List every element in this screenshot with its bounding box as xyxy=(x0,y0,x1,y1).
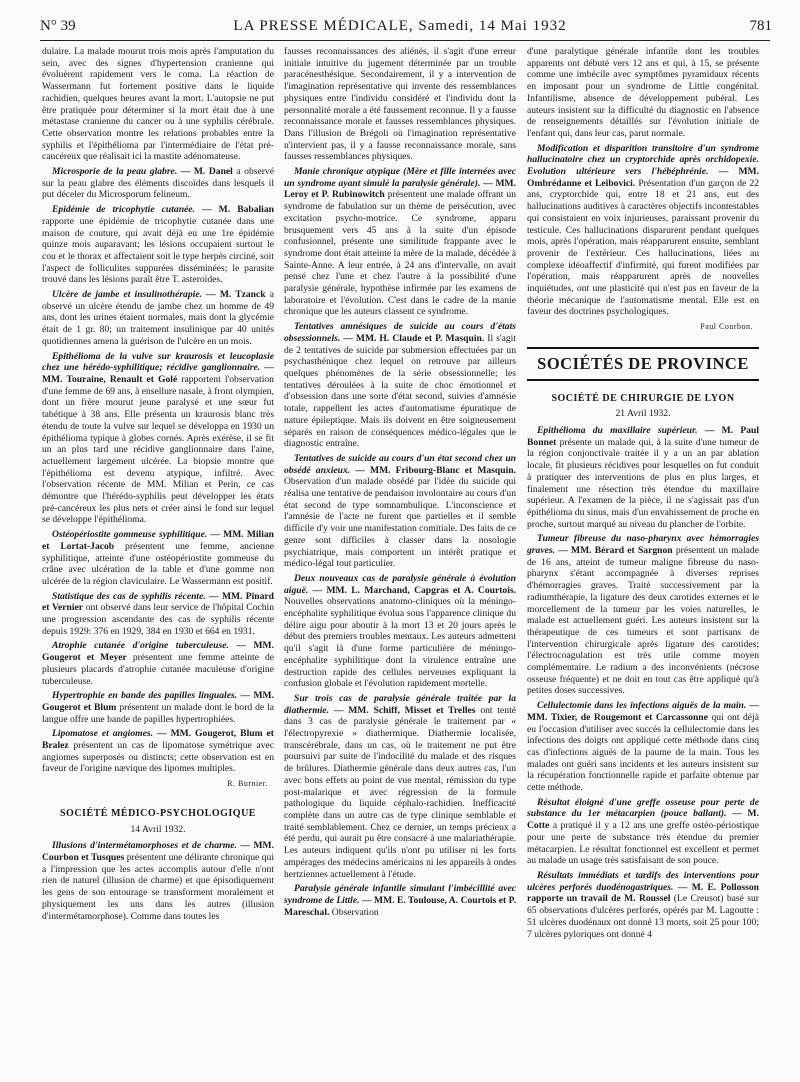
article-authors: — M. E. Pollosson rapporte un travail de M. Roussel xyxy=(527,881,759,905)
article-authors: — M. Cotte xyxy=(527,808,759,832)
article-body: présentent une malade offrant un syndrome de fabulation sur un thème de persécution, avec excitation psycho-motrice. Ce syndrome, apparu brusquement vers 45 ans à la suite d'un épisode confusionnel, présente une similitude frappante avec le syndrome dont était atteinte la mère de la malade, décédée à Sainte-Anne. A leur entrée, à 24 ans d'intervalle, on avait pensé chez l'une et chez l'autre à la possibilité d'une paralysie générale, hypothèse infirmée par les examens de laboratoire et l'évolution. C'est dans le cadre de la manie chronique que les auteurs classent ce syndrome. xyxy=(284,189,516,318)
article-authors: — MM. Schiff, Misset et Trelles xyxy=(333,704,476,716)
article-title: Epithélioma de la vulve sur kraurosis et leucoplasie chez une hérédo-syphilitique; récidive ganglionnaire. xyxy=(42,350,274,374)
column-2 xyxy=(284,46,516,921)
article xyxy=(527,870,759,940)
article-authors: — MM. Gougerot et Meyer xyxy=(42,640,274,664)
signature: Paul Courbon. xyxy=(700,322,753,332)
article-authors: — MM. Courbon et Tusques xyxy=(42,840,274,863)
article-title: Tentatives de suicide au cours d'un état second chez un obsédé anxieux. xyxy=(284,452,516,476)
article-title: Ulcère de jambe et insulinothérapie. xyxy=(52,289,202,301)
article-title: Epidémie de tricophytie cutanée. xyxy=(52,204,195,216)
article-authors: — MM. Leroy et P. Rubinowitch xyxy=(284,177,516,201)
article-body: a observé sur la peau glabre des éléments discoïdes dans lesquels il put déceler du Microsporum felineum. xyxy=(42,166,274,201)
article xyxy=(284,453,516,570)
article-authors: — M. Tzanck xyxy=(206,289,266,301)
article-body: Observation xyxy=(331,906,379,918)
article-body: (Le Creusot) basé sur 65 observations d'ulcères perforés, opérés par M. Lagoutte : 51 ulcères duodénaux ont donné 13 morts, soit 25 pour 100; 7 ulcères pyloriques ont donné 4 xyxy=(527,893,759,940)
article-title: Epithélioma du maxillaire supérieur. xyxy=(537,424,698,436)
article-body: présentent une femme, ancienne syphilitique, atteinte d'une ostéopériostite gommeuse du crâne avec ulcération de la table et d'une gomme non ulcérée de la région claviculaire. Le Wassermann est positif. xyxy=(42,540,274,587)
journal-title: LA PRESSE MÉDICALE, Samedi, 14 Mai 1932 xyxy=(233,18,567,34)
article-body: présentent une femme atteinte de plusieurs placards d'atrophie cutanée maculeuse d'origine tuberculeuse. xyxy=(42,652,274,687)
article-authors: — MM. Bérard et Sargnon xyxy=(558,545,673,557)
article xyxy=(527,533,759,697)
article-title: Cellulectomie dans les infections aiguës de la main. xyxy=(537,700,747,712)
article-body: a observé un ulcère étendu de jambe chez un homme de 49 ans, dont les urines étaient normales, mais dont la glycémie était de 1 gr. 80; un traitement insulinique par 40 unités quotidiennes amena la guérison de l'ulcère en un mois. xyxy=(42,289,274,347)
article-title: Sur trois cas de paralysie générale traitée par la diathermie. xyxy=(284,692,516,716)
article-body: présente un malade qui, à la suite d'une tumeur de la région conjonctivale traitée il y a un an par ablation locale, fit plusieurs récidives pour lesquelles on fut conduit à pratiquer des interventions de plus en plus larges, et finalement une résection très étendue du maxillaire supérieur. A l'examen de la pièce, il ne s'agissait pas d'un épithélioma du sinus, mais d'un envahissement de proche en proche, surtout marqué au niveau du plancher de l'orbite. xyxy=(527,436,759,530)
article xyxy=(42,591,274,638)
article-title: Résultats immédiats et tardifs des interventions pour ulcères perforés duodénogastriques. xyxy=(527,870,759,893)
column-1 xyxy=(42,46,274,925)
article-title: Hypertrophie en bande des papilles linguales. xyxy=(52,690,238,702)
article-authors: — MM. Touraine, Renault et Golé xyxy=(42,362,274,385)
section-heading: SOCIÉTÉ DE CHIRURGIE DE LYON xyxy=(551,392,735,404)
article-title: Microsporie de la peau glabre. xyxy=(52,166,178,178)
article-body: ont observé dans leur service de l'hôpital Cochin une progression ascendante des cas de syphilis récente depuis 1929: 376 en 1929, 384 en 1930 et 664 en 1931. xyxy=(42,602,275,637)
article-authors: — MM. Gougerot, Blum et Bralez xyxy=(42,728,274,752)
article-title: Tentatives amnésiques de suicide au cours d'états obsessionnels. xyxy=(284,321,516,344)
article-title: Atrophie cutanée d'origine tuberculeuse. xyxy=(52,640,229,652)
article-authors: — MM. Fribourg-Blanc et Masquin. xyxy=(355,464,516,476)
article xyxy=(527,425,759,530)
section-date: 21 Avril 1932. xyxy=(615,408,671,420)
article xyxy=(284,573,516,690)
article-title: Illusions d'intermétamorphoses et de charme. xyxy=(52,840,237,852)
article xyxy=(42,840,274,922)
column-3 xyxy=(527,46,759,943)
article-body: Il s'agit de 2 tentatives de suicide par submersion effectuées par un psychasthénique chez lequel on retrouve par ailleurs quelques phénomènes de la série obsessionnelle; les tentatives déroulées à la suite de choc émotionnel et d'obsession dans une sorte d'état second, suivies d'amnésie totale, rappellent les actes d'automatisme épuratique de nature épileptique. Mais ils doivent en être soigneusement séparés en raison de conséquences médico-légales que le diagnostic entraîne. xyxy=(284,332,516,450)
header-rule xyxy=(40,40,770,41)
article-title: Deux nouveaux cas de paralysie générale à évolution aiguë. xyxy=(284,572,516,596)
article xyxy=(42,728,274,775)
issue-number: N° 39 xyxy=(40,18,76,34)
article-title: Modification et disparition transitoire d'un syndrome hallucinatoire chez un cryptorchide après orchidopexie. Evolution ultérieure vers l'hébéphrénie. xyxy=(527,142,759,178)
article-authors: — MM. Gougerot et Blum xyxy=(42,690,274,713)
article-title: Statistique des cas de syphilis récente. xyxy=(52,590,206,602)
article-body: présentent un cas de lipomatose symétrique avec angiomes superposés ou distincts; cette observation est en faveur de l'origine nævique des lipomes multiples. xyxy=(42,740,275,775)
article xyxy=(42,690,274,725)
article-body: Observation d'un malade obsédé par l'idée du suicide qui réalisa une tentative de pendaison involontaire au cours d'un état second de type somnambulique. L'inconscience et l'amnésie de l'acte ne furent que partielles et il semble difficile d'y voir une manifestation comitiale. Des faits de ce genre sont difficiles à classer dans la nosologie psychiatrique, mais comportent un intérêt pratique et médico-légal tout particulier. xyxy=(284,476,516,570)
article xyxy=(527,700,759,794)
article-title: Résultat éloigné d'une greffe osseuse pour perte de substance du 1er métacarpien (pouce ballant). xyxy=(527,796,759,820)
article-authors: — MM. L. Marchand, Capgras et A. Courtois. xyxy=(312,584,516,596)
article xyxy=(284,693,516,880)
article-authors: — MM. Pinard et Vernier xyxy=(42,590,274,614)
article xyxy=(42,166,274,201)
article-authors: — M. Danel xyxy=(180,166,233,178)
article-authors: — M. Paul Bonnet xyxy=(527,424,759,448)
article-title: Lipomatose et angiomes. xyxy=(52,728,153,740)
big-section-heading: SOCIÉTÉS DE PROVINCE xyxy=(527,347,759,381)
section-date: 14 Avril 1932. xyxy=(130,823,186,835)
article-body: présentent une délirante chronique qui a l'impression que les actes accomplis autour d'elle n'ont rien de naturel (illusion de charme) et que épisodiquement les gens de son entourage se transforment moralement et physiquement les uns dans les autres (illusion d'intermétamorphose). Comme dans toutes les xyxy=(42,852,274,922)
article xyxy=(284,321,516,450)
article xyxy=(42,289,274,348)
article xyxy=(42,204,274,286)
article-title: Paralysie générale infantile simulant l'imbécillité avec syndrome de Little. xyxy=(284,883,516,906)
article xyxy=(527,143,759,319)
article xyxy=(284,883,516,918)
continued-paragraph: fausses reconnaissances des aliénés, il s'agit d'une erreur initiale intuitive du jugement déterminée par un trouble paracénesthésique. Secondairement, il y a intervention de l'imagination représentative qui invente des ressemblances physiques entre l'individu considéré et l'individu dont la personnalité morale a été faussement reconnue. Il y a fausse reconnaissance morale et fausses ressemblances physiques. Dans l'illusion de Brégoli où l'imagination représentative n'intervient pas, il y a fausse reconnaissance morale, sans fausses ressemblances physiques. xyxy=(284,46,516,163)
article-title: Tumeur fibreuse du naso-pharynx avec hémorragies graves. xyxy=(527,533,759,557)
article-authors: — MM. Ombrédanne et Leibovici. xyxy=(527,166,759,189)
article xyxy=(42,640,274,687)
article-body: qui ont déjà eu l'occasion d'utiliser avec succès la cellulectomie dans les infections des doigts ont appliqué cette méthode dans cinq cas d'infections aiguës de la paume de la main. Tous les malades ont guéri sans incidents et les auteurs insistent sur la récupération fonctionnelle rapide et parfaite obtenue par cette méthode. xyxy=(527,711,759,794)
article-title: Ostéopériostite gommeuse syphilitique. xyxy=(52,529,208,541)
continued-paragraph: d'une paralytique générale infantile dont les troubles apparents ont débuté vers 12 ans et qui, à 15, se présente comme une imbécile avec symptômes pyramidaux récents en imposant pour un syndrome de Little congénital. Infantilisme, absence de développement pubéral. Les auteurs insistent sur la difficulté du diagnostic en l'absence de renseignements détaillés sur l'évolution initiale de l'enfant qui, dans leur cas, parut normale. xyxy=(527,46,759,139)
article-body: présentent un malade dont le bord de la langue offre une bande de papilles hypertrophiées. xyxy=(42,701,274,725)
article xyxy=(527,797,759,867)
section-heading: SOCIÉTÉ MÉDICO-PSYCHOLOGIQUE xyxy=(60,807,256,819)
article-authors: — MM. E. Toulouse, A. Courtois et P. Mareschal. xyxy=(284,894,516,918)
article-body: présentent un malade de 16 ans, atteint de tumeur maligne fibreuse du naso-pharynx s'étant accompagnée à diverses reprises d'hémorragies graves. Traité successivement par la radiumthérapie, la ligature des deux carotides externes et le morcellement de la tumeur par les voies naturelles, le malade est actuellement guéri. Les auteurs insistent sur la thérapeutique de ces tumeurs et sont partisans de l'intervention chirurgicale après ligature des carotides; l'électrocoagulation est très utile comme moyen complémentaire. Le radium a des inconvénients (nécrose osseuse fréquente) et ne doit en tout cas être appliqué qu'à petites doses successives. xyxy=(527,545,759,697)
article xyxy=(284,166,516,318)
signature: R. Burnier. xyxy=(227,779,268,789)
page-number: 781 xyxy=(749,18,772,34)
article-body: a pratiqué il y a 12 ans une greffe ostéo-périostique pour une perte de substance très étendue du premier métacarpien. Le résultat fonctionnel est excellent et permet au malade un usage très satisfaisant de son pouce. xyxy=(527,820,759,867)
continued-paragraph: dulaire. La malade mourut trois mois après l'amputation du sein, avec des signes d'hypertension cranienne qui évoluèrent rapidement vers le coma. La réaction de Wassermann fut fortement positive dans le liquide rachidien, quelques heures avant la mort. L'autopsie ne put être pratiquée pour déterminer si la mort était due à une métastase cranienne du cancer ou à une syphilis cérébrale. Cette observation montre les relations probables entre la syphilis et l'épithélioma par l'intermédiaire de l'état pré-cancéreux que réalisait ici la mastite adénomateuse. xyxy=(42,46,274,163)
article-authors: — MM. Tixier, de Rougemont et Carcassonne xyxy=(527,700,759,723)
article xyxy=(42,529,274,588)
article-body: rapportent l'observation d'une femme de 69 ans, à ensellure nasale, à front olympien, dont un frère mourut jeune paralysé et une sœur fut tabétique à 38 ans. Elle présenta un kraurosis blanc très étendu de toute la vulve sur lequel se développa en 1930 un épithélioma typique à globes cornés. Après exérèse, il se fit un an plus tard une récidive ganglionnaire dans l'aine, actuellement largement ulcérée. La biopsie montre que l'épithélioma est devenu atypique, infiltré. Avec l'observation récente de MM. Milian et Perin, ce cas démontre que l'hérédo-syphilis peut développer les états pré-cancéreux les plus nets et créer ainsi le fond sur lequel se développe l'épithélioma. xyxy=(42,373,274,526)
article-body: Nouvelles observations anatomo-cliniques où la méningo-encéphalite syphilitique évolua sous l'apparence clinique du délire aigu pour aboutir à la mort 13 et 20 jours après le début des premiers troubles mentaux. Les auteurs admettent qu'il s'agit là d'une forme particulière de méningo-encéphalite syphilitique dont la virulence entraîne une destruction rapide des cellules nerveuses expliquant la confusion globale et l'évolution rapidement mortelle. xyxy=(284,596,516,690)
article-authors: — M. Babalian xyxy=(202,204,274,216)
article-authors: — MM. Milian et Lortat-Jacob xyxy=(42,529,274,552)
article-body: rapporte une épidémie de tricophytie cutanée dans une maison de couture, qui avait déjà eu une 1re épidémie quinze mois auparavant; les lésions occupaient surtout le cou et le thorax et affectaient soit le type herpès circiné, soit l'aspect de folliculites suppurées disséminées; le parasite trouvé dans les lésions paraît être T. asteroïdes. xyxy=(42,215,274,286)
page-header xyxy=(0,0,800,40)
article-authors: — MM. H. Claude et P. Masquin. xyxy=(343,332,485,344)
article-body: ont tenté dans 3 cas de paralysie générale le traitement par « l'électropyrexie » diathermique. Diathermie localisée, transcérébrale, dans un cas, où le traitement ne put être poursuivi par suite de l'indocilité du malade et des risques de brûlures. Diathermie générale dans deux autres cas, l'un avec bons effets au point de vue mental, rémission du type post-malarique et avec régression de la formule pathologique du liquide céphalo-rachidien. Inefficacité complète dans un autre cas de type clinique semblable et traité semblablement. Chez ce dernier, un temps précieux a été perdu, qui aurait pu être consacré à une malariathérapie. Les auteurs indiquent qu'ils n'ont pu utiliser ni les forts ampérages des médecins américains ni les appareils à ondes hertziennes actuellement à l'étude. xyxy=(284,704,517,880)
article-title: Manie chronique atypique (Mère et fille internées avec un syndrome ayant simulé la paralysie générale). xyxy=(284,166,516,189)
article xyxy=(42,351,274,527)
article-body: Présentation d'un garçon de 22 ans, cryptorchide qui, entre 18 et 21 ans, eut des hallucinations auditives à caractères objectifs incontestables qui consistaient en voix injurieuses, paraissant provenir du testicule. Ces hallucinations disparurent pendant quelques mois, après l'opération, mais réapparurent ensuite, semblant provenir de l'extérieur. Ces hallucinations, liées au complexe idéoaffectif d'infirmité, qui furent modifiées par l'opération, mais réapparurent après de nouvelles inquiétudes, ont une plasticité qui n'est pas en faveur de la théorie mécanique de l'automatisme mental. Elle est en faveur des doctrines psychologiques. xyxy=(527,177,760,318)
